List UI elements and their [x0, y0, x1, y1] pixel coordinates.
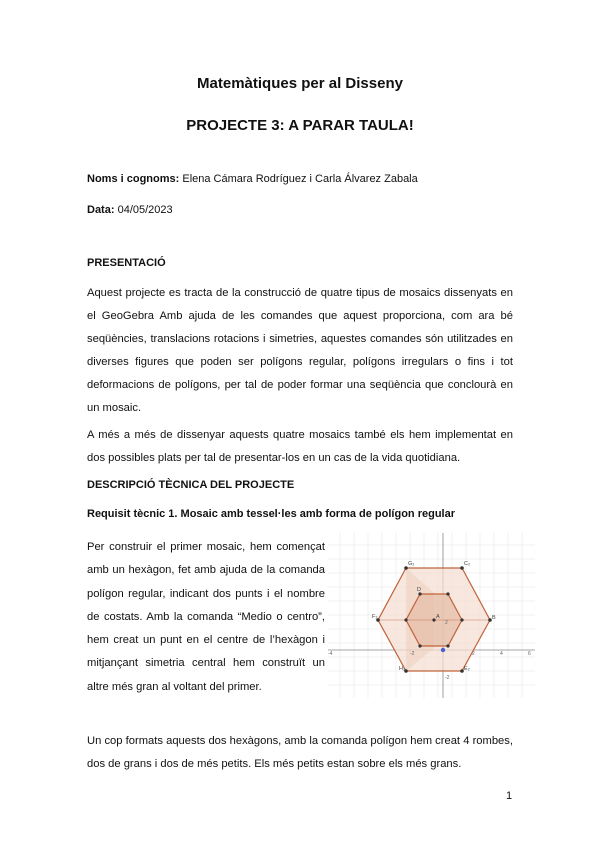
presentacio-heading: PRESENTACIÓ: [87, 257, 166, 269]
point-label: A: [436, 614, 440, 620]
point-label: G₂: [408, 561, 415, 567]
descripcio-heading: DESCRIPCIÓ TÈCNICA DEL PROJECTE: [87, 479, 295, 491]
point-label: H₂: [399, 666, 406, 672]
hexagon-diagram: [328, 533, 535, 698]
point-label: F₂: [372, 614, 378, 620]
x-tick-label: 6: [528, 651, 531, 657]
geogebra-hexagon-figure: [328, 533, 535, 698]
names-label: Noms i cognoms:: [87, 173, 180, 185]
point: [404, 618, 407, 621]
names-line: [87, 173, 418, 185]
names-value: Elena Cámara Rodríguez i Carla Álvarez Zabala: [182, 173, 418, 185]
point-label: D: [417, 587, 421, 593]
y-tick-label: -2: [445, 675, 450, 681]
project-title: PROJECTE 3: A PARAR TAULA!: [186, 117, 414, 134]
presentacio-paragraph-2: A més a més de dissenyar aquests quatre mosaics també els hem implementat en dos possibles plats per tal de presentar-los en un cas de la vida quotidiana.: [87, 429, 513, 464]
requisit-1-paragraph: Per construir el primer mosaic, hem començat amb un hexàgon, fet amb ajuda de la comanda polígon regular, indicant dos punts i el nombre de costats. Amb la comanda “Medio o centro”, hem creat un punt en el centre de l’hexàgon i mitjançant simetria central hem construït un altre més gran al voltant del primer.: [87, 541, 325, 693]
document-title: Matemàtiques per al Disseny: [197, 75, 403, 92]
x-tick-label: 2: [472, 651, 475, 657]
presentacio-paragraph-1: Aquest projecte es tracta de la construcció de quatre tipus de mosaics dissenyats en el GeoGebra Amb ajuda de les comandes que aquest proporciona, com ara bé seqüències, translacions rotacions i simetries, aquestes comandes són utilitzades en diverses figures que poden ser polígons regular, polígons irregulars o fins i tot deformacions de polígons, per tal de poder formar una seqüència que conclourà en un mosaic.: [87, 287, 513, 414]
date-label: Data:: [87, 204, 115, 216]
point-label: E₂: [464, 666, 470, 672]
point: [418, 644, 421, 647]
x-tick-label: -4: [328, 651, 333, 657]
requisit-1-heading: Requisit tècnic 1. Mosaic amb tessel·les amb forma de polígon regular: [87, 508, 455, 520]
point: [460, 618, 463, 621]
origin-point: [441, 648, 445, 652]
page-number: 1: [506, 790, 513, 802]
point: [446, 592, 449, 595]
date-line: [87, 204, 173, 216]
point-label: B: [492, 615, 496, 621]
point: [446, 644, 449, 647]
hexagons-paragraph: Un cop formats aquests dos hexàgons, amb la comanda polígon hem creat 4 rombes, dos de grans i dos de més petits. Els més petits estan sobre els més grans.: [87, 735, 513, 770]
point-label: C₂: [464, 561, 471, 567]
y-tick-label: 2: [445, 620, 448, 626]
date-value: 04/05/2023: [117, 204, 173, 216]
x-tick-label: 4: [500, 651, 503, 657]
x-tick-label: -2: [410, 651, 415, 657]
